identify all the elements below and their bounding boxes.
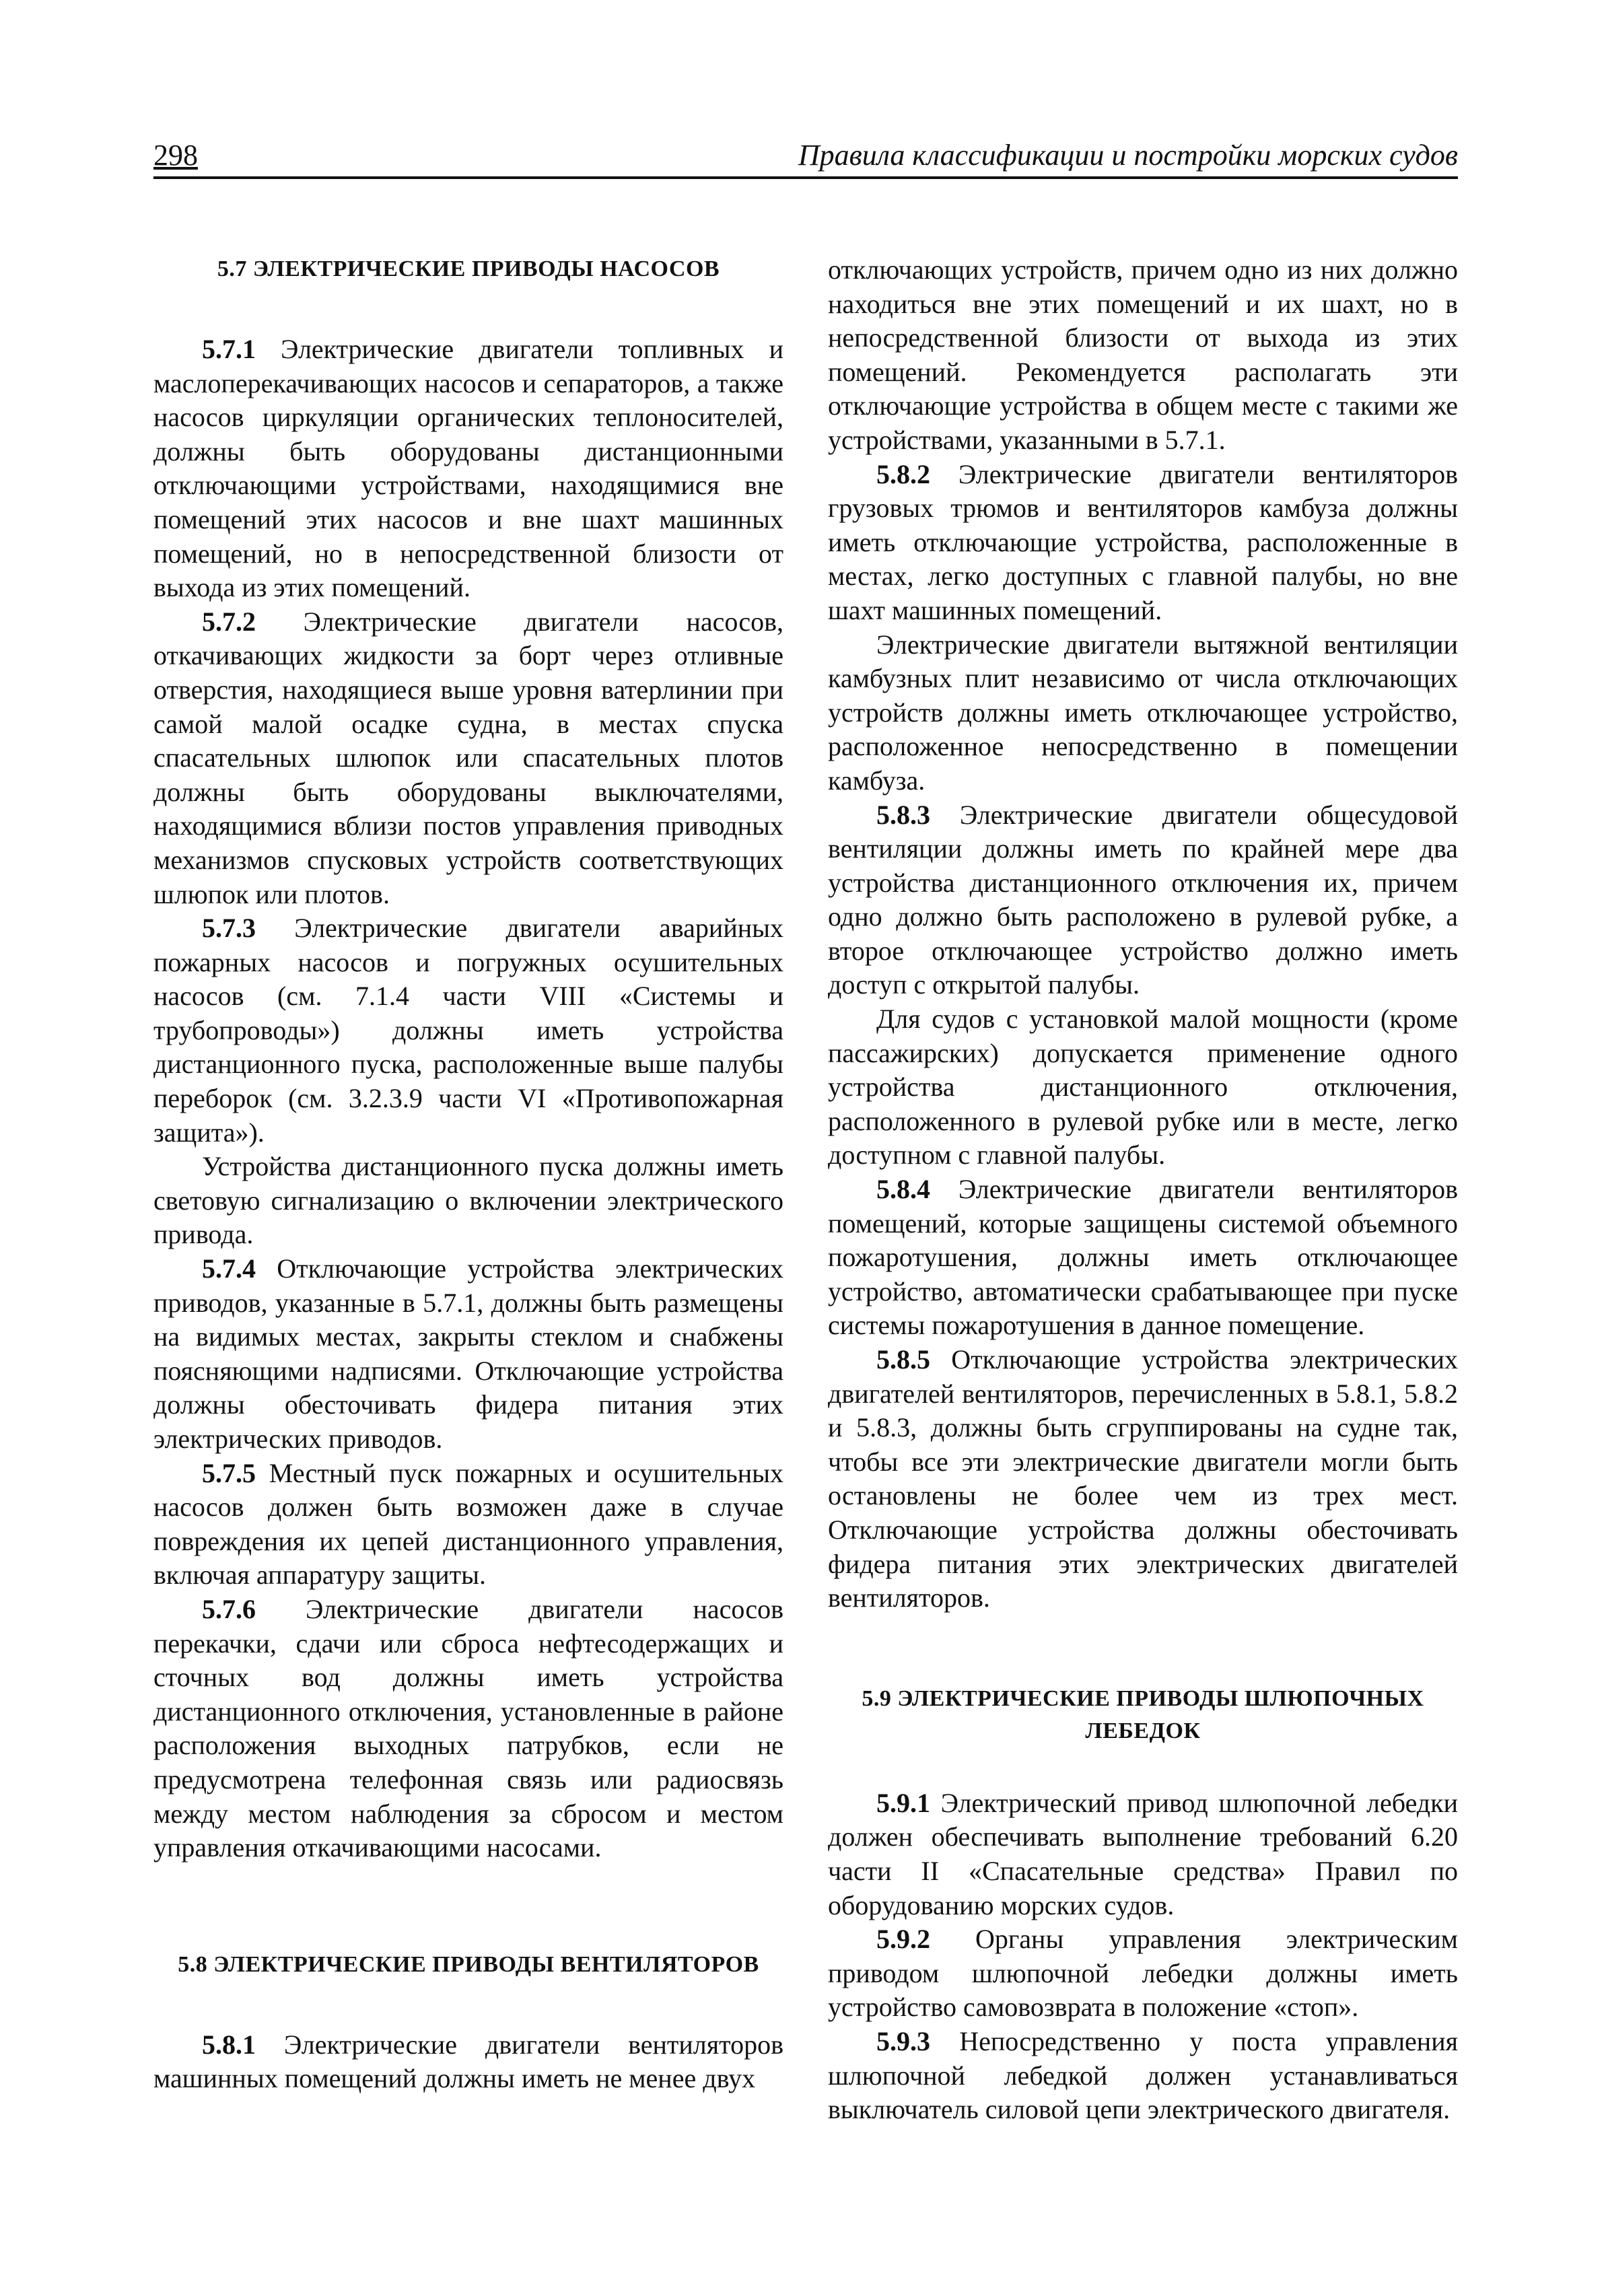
page-header <box>153 135 1458 179</box>
section-heading-5-9 <box>828 1683 1458 1747</box>
section-heading-5-7: 5.7 ЭЛЕКТРИЧЕСКИЕ ПРИВОДЫ НАСОСОВ <box>217 256 720 281</box>
paragraph-text: Электрические двигатели топливных и маслоперекачивающих насосов и сепараторов, а также насосов циркуляции органических теплоносителей, должны быть оборудованы дистанционными отключающими устройствами, находящимися вне помещений этих насосов и вне шахт машинных помещений, но в непосредственной близости от выхода из этих помещений. <box>153 334 783 603</box>
clause-number: 5.7.5 <box>202 1457 256 1488</box>
clause-number: 5.8.3 <box>876 799 930 830</box>
left-column <box>153 253 783 2096</box>
paragraph-5-7-5 <box>153 1457 783 1593</box>
paragraph-text: Отключающие устройства электрических двигателей вентиляторов, перечисленных в 5.8.1, 5.8.2 и 5.8.3, должны быть сгруппированы на судне так, чтобы все эти электрические двигатели могли быть остановлены не более чем из трех мест. Отключающие устройства должны обесточивать фидера питания этих электрических двигателей вентиляторов. <box>828 1344 1458 1613</box>
paragraph-5-9-2 <box>828 1922 1458 2025</box>
paragraph-5-8-4 <box>828 1173 1458 1343</box>
paragraph-5-7-3 <box>153 911 783 1150</box>
clause-number: 5.7.2 <box>202 606 256 637</box>
clause-number: 5.7.6 <box>202 1593 256 1624</box>
paragraph-text: Электрические двигатели насосов, откачивающих жидкости за борт через отливные отверстия, находящиеся выше уровня ватерлинии при самой малой осадке судна, в местах спуска спасательных шлюпок или спасательных плотов должны быть оборудованы выключателями, находящимися вблизи постов управления приводных механизмов спусковых устройств соответствующих шлюпок или плотов. <box>153 606 783 909</box>
paragraph-5-8-2-b: Электрические двигатели вытяжной вентиляции камбузных плит независимо от числа отключающих устройств должны иметь отключающее устройство, расположенное непосредственно в помещении камбуза. <box>828 629 1458 796</box>
clause-number: 5.7.1 <box>202 334 256 364</box>
paragraph-text: Электрические двигатели аварийных пожарных насосов и погружных осушительных насосов (см. 7.1.4 части VIII «Системы и трубопроводы») должны иметь устройства дистанционного пуска, расположенные выше палубы переборок (см. 3.2.3.9 части VI «Противопожарная защита»). <box>153 913 783 1148</box>
section-heading-5-8: 5.8 ЭЛЕКТРИЧЕСКИЕ ПРИВОДЫ ВЕНТИЛЯТОРОВ <box>178 1951 759 1977</box>
clause-number: 5.9.3 <box>876 2025 930 2056</box>
section-heading-line-2: ЛЕБЕДОК <box>1085 1718 1201 1743</box>
paragraph-5-7-1 <box>153 333 783 605</box>
clause-number: 5.8.1 <box>202 2029 256 2060</box>
clause-number: 5.9.1 <box>876 1787 930 1818</box>
right-column <box>828 253 1458 2127</box>
paragraph-5-8-1 <box>153 2028 783 2096</box>
paragraph-5-8-1-continued: отключающих устройств, причем одно из них должно находиться вне этих помещений и их шахт, но в непосредственной близости от выхода из этих помещений. Рекомендуется располагать эти отключающие устройства в общем месте с такими же устройствами, указанными в 5.7.1. <box>828 254 1458 455</box>
paragraph-text: Электрические двигатели вентиляторов машинных помещений должны иметь не менее двух <box>153 2029 783 2094</box>
paragraph-5-9-1 <box>828 1786 1458 1922</box>
paragraph-5-7-4 <box>153 1252 783 1457</box>
paragraph-5-7-2 <box>153 605 783 911</box>
paragraph-5-7-3-b: Устройства дистанционного пуска должны иметь световую сигнализацию о включении электрического привода. <box>153 1151 783 1250</box>
clause-number: 5.8.4 <box>876 1174 930 1205</box>
paragraph-text: Электрические двигатели вентиляторов грузовых трюмов и вентиляторов камбуза должны иметь отключающие устройства, расположенные в местах, легко доступных с главной палубы, но вне шахт машинных помещений. <box>828 458 1458 625</box>
paragraph-text: Электрический привод шлюпочной лебедки должен обеспечивать выполнение требований 6.20 части II «Спасательные средства» Правил по оборудованию морских судов. <box>828 1787 1458 1920</box>
paragraph-5-8-2 <box>828 458 1458 628</box>
paragraph-text: Электрические двигатели вентиляторов помещений, которые защищены системой объемного пожаротушения, должны иметь отключающее устройство, автоматически срабатывающее при пуске системы пожаротушения в данное помещение. <box>828 1174 1458 1341</box>
running-title: Правила классификации и постройки морских судов <box>798 139 1458 172</box>
page-number: 298 <box>153 139 198 172</box>
paragraph-text: Электрические двигатели насосов перекачки, сдачи или сброса нефтесодержащих и сточных вод должны иметь устройства дистанционного отключения, установленные в районе расположения выходных патрубков, если не предусмотрена телефонная связь или радиосвязь между местом наблюдения за сбросом и местом управления откачивающими насосами. <box>153 1593 783 1863</box>
paragraph-text: Непосредственно у поста управления шлюпочной лебедкой должен устанавливаться выключатель силовой цепи электрического двигателя. <box>828 2025 1458 2125</box>
paragraph-5-8-3 <box>828 798 1458 1003</box>
paragraph-text: Органы управления электрическим приводом шлюпочной лебедки должны иметь устройство самовозврата в положение «стоп». <box>828 1924 1458 2023</box>
clause-number: 5.7.4 <box>202 1253 256 1284</box>
paragraph-text: Местный пуск пожарных и осушительных насосов должен быть возможен даже в случае повреждения их цепей дистанционного управления, включая аппаратуру защиты. <box>153 1457 783 1591</box>
paragraph-5-8-3-b: Для судов с установкой малой мощности (кроме пассажирских) допускается применение одного устройства дистанционного отключения, расположенного в рулевой рубке или в месте, легко доступном с главной палубы. <box>828 1004 1458 1171</box>
paragraph-text: Электрические двигатели общесудовой вентиляции должны иметь по крайней мере два устройства дистанционного отключения их, причем одно должно быть расположено в рулевой рубке, а второе отключающее устройство должно иметь доступ с открытой палубы. <box>828 799 1458 1000</box>
clause-number: 5.8.5 <box>876 1344 930 1375</box>
paragraph-5-9-3 <box>828 2025 1458 2127</box>
paragraph-5-8-5 <box>828 1343 1458 1615</box>
section-heading-line-1: 5.9 ЭЛЕКТРИЧЕСКИЕ ПРИВОДЫ ШЛЮПОЧНЫХ <box>862 1685 1424 1711</box>
clause-number: 5.9.2 <box>876 1924 930 1955</box>
clause-number: 5.8.2 <box>876 458 930 489</box>
paragraph-text: Отключающие устройства электрических приводов, указанные в 5.7.1, должны быть размещены на видимых местах, закрыты стеклом и снабжены поясняющими надписями. Отключающие устройства должны обесточивать фидера питания этих электрических приводов. <box>153 1253 783 1454</box>
clause-number: 5.7.3 <box>202 913 256 944</box>
paragraph-5-7-6 <box>153 1593 783 1865</box>
